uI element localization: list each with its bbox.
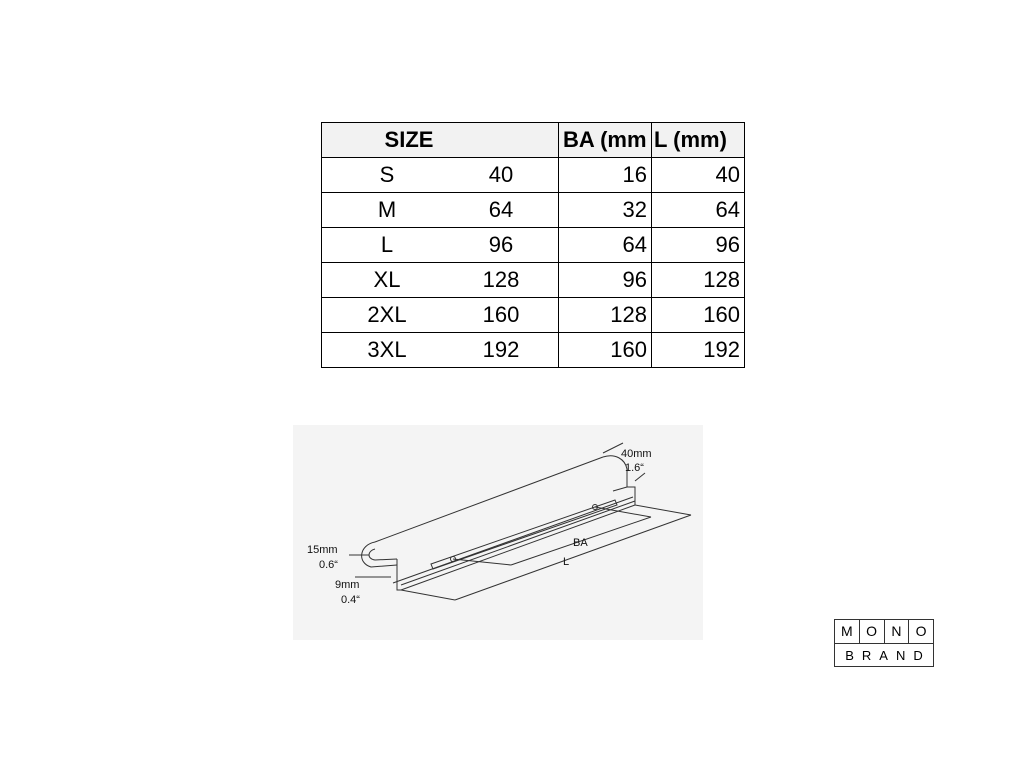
logo-top-row xyxy=(835,620,933,644)
handle-left-end xyxy=(397,559,401,590)
dim-l-label: L xyxy=(563,556,570,568)
cell-l: 96 xyxy=(652,228,745,263)
cell-l: 128 xyxy=(652,263,745,298)
cell-size: 3XL xyxy=(322,333,457,368)
dim-width-mm: 40mm xyxy=(621,448,652,460)
cell-ba: 96 xyxy=(559,263,652,298)
size-table xyxy=(321,122,745,368)
table-row xyxy=(322,333,745,368)
table-row xyxy=(322,228,745,263)
table-header-row xyxy=(322,123,745,158)
dim-height-in: 0.4“ xyxy=(341,594,360,606)
l-extension-right xyxy=(635,505,691,515)
logo-word: BRAND xyxy=(845,648,931,663)
cell-ba: 16 xyxy=(559,158,652,193)
dim-ba-label: BA xyxy=(573,537,588,549)
cell-l: 64 xyxy=(652,193,745,228)
handle-front-edge-2 xyxy=(401,501,635,585)
cell-ba: 64 xyxy=(559,228,652,263)
logo-letter: O xyxy=(860,620,885,643)
cell-size: 2XL xyxy=(322,298,457,333)
handle-right-join xyxy=(613,487,627,491)
cell-ba: 128 xyxy=(559,298,652,333)
header-size-value xyxy=(456,123,559,158)
dim-height-mm: 9mm xyxy=(335,579,360,591)
header-size: SIZE xyxy=(322,123,457,158)
header-l: L (mm) xyxy=(652,123,745,158)
leader-40mm-2 xyxy=(635,473,645,481)
header-ba: BA (mm xyxy=(559,123,652,158)
cell-size: M xyxy=(322,193,457,228)
table-row xyxy=(322,263,745,298)
cell-size-value: 160 xyxy=(456,298,559,333)
cell-ba: 32 xyxy=(559,193,652,228)
mono-brand-logo xyxy=(834,619,934,667)
table-row xyxy=(322,298,745,333)
cell-size-value: 40 xyxy=(456,158,559,193)
logo-letter: M xyxy=(835,620,860,643)
handle-right-curl xyxy=(603,456,627,487)
dim-depth-mm: 15mm xyxy=(307,544,338,556)
logo-letter: N xyxy=(885,620,910,643)
handle-drawing-svg xyxy=(293,425,703,640)
cell-size: XL xyxy=(322,263,457,298)
handle-left-curl-inner xyxy=(369,549,397,560)
cell-size: L xyxy=(322,228,457,263)
leader-40mm xyxy=(603,443,623,453)
cell-size-value: 128 xyxy=(456,263,559,298)
handle-front-edge xyxy=(393,497,633,583)
table-row xyxy=(322,158,745,193)
table-row xyxy=(322,193,745,228)
dim-width-in: 1.6“ xyxy=(625,462,644,474)
cell-l: 160 xyxy=(652,298,745,333)
cell-size-value: 96 xyxy=(456,228,559,263)
cell-ba: 160 xyxy=(559,333,652,368)
ba-extension-left xyxy=(453,559,511,565)
cell-size: S xyxy=(322,158,457,193)
logo-letter: O xyxy=(915,623,927,639)
dim-depth-in: 0.6“ xyxy=(319,559,338,571)
cell-size-value: 64 xyxy=(456,193,559,228)
handle-technical-drawing xyxy=(293,425,703,640)
l-extension-left xyxy=(401,590,455,600)
cell-size-value: 192 xyxy=(456,333,559,368)
cell-l: 192 xyxy=(652,333,745,368)
cell-l: 40 xyxy=(652,158,745,193)
